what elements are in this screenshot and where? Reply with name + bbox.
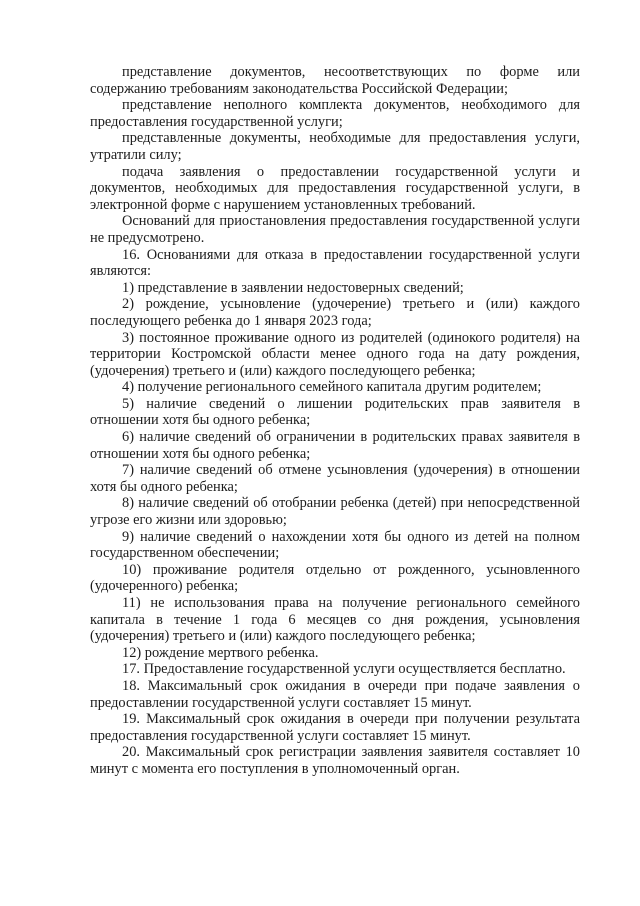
paragraph: подача заявления о предоставлении государственной услуги и документов, необходимых для предоставления государственной услуги, в электронной форме с нарушением установленных требований. [90,163,580,213]
list-item: 1) представление в заявлении недостоверных сведений; [122,279,464,296]
paragraph: представление неполного комплекта документов, необходимого для предоставления государственной услуги; [90,97,580,130]
list-item: 9) наличие сведений о нахождении хотя бы одного из детей на полном государственном обеспечении; [90,528,580,562]
list-item: 3) постоянное проживание одного из родителей (одинокого родителя) на территории Костромской области менее одного года на дату рождения, (удочерения) третьего и (или) каждого последующего ребенка; [90,329,580,379]
paragraph: представленные документы, необходимые для предоставления услуги, утратили силу; [90,130,580,163]
list-item: 7) наличие сведений об отмене усыновления (удочерения) в отношении хотя бы одного ребенка; [90,462,580,495]
list-item: 10) проживание родителя отдельно от рожденного, усыновленного (удочеренного) ребенка; [90,561,580,595]
list-item: 2) рождение, усыновление (удочерение) третьего и (или) каждого последующего ребенка до 1 января 2023 года; [90,296,580,329]
numbered-clause: 20. Максимальный срок регистрации заявления заявителя составляет 10 минут с момента его поступления в уполномоченный орган. [90,744,580,777]
list-item: 12) рождение мертвого ребенка. [122,644,319,661]
list-item: 4) получение регионального семейного капитала другим родителем; [122,379,542,396]
list-item: 6) наличие сведений об ограничении в родительских правах заявителя в отношении хотя бы одного ребенка; [90,429,580,462]
numbered-clause: 17. Предоставление государственной услуги осуществляется бесплатно. [122,661,566,678]
numbered-clause: 19. Максимальный срок ожидания в очереди при получении результата предоставления государственной услуги составляет 15 минут. [90,711,580,744]
paragraph: представление документов, несоответствующих по форме или содержанию требованиям законодательства Российской Федерации; [90,64,580,97]
list-item: 8) наличие сведений об отобрании ребенка (детей) при непосредственной угрозе его жизни или здоровью; [90,495,580,529]
list-item: 5) наличие сведений о лишении родительских прав заявителя в отношении хотя бы одного ребенка; [90,395,580,429]
paragraph: Оснований для приостановления предоставления государственной услуги не предусмотрено. [90,213,580,246]
section-heading-paragraph: 16. Основаниями для отказа в предоставлении государственной услуги являются: [90,246,580,280]
document-body [90,64,580,778]
numbered-clause: 18. Максимальный срок ожидания в очереди при подаче заявления о предоставлении государственной услуги составляет 15 минут. [90,677,580,711]
list-item: 11) не использования права на получение регионального семейного капитала в течение 1 года 6 месяцев со дня рождения, усыновления (удочерения) третьего и (или) каждого последующего ребенка; [90,595,580,645]
